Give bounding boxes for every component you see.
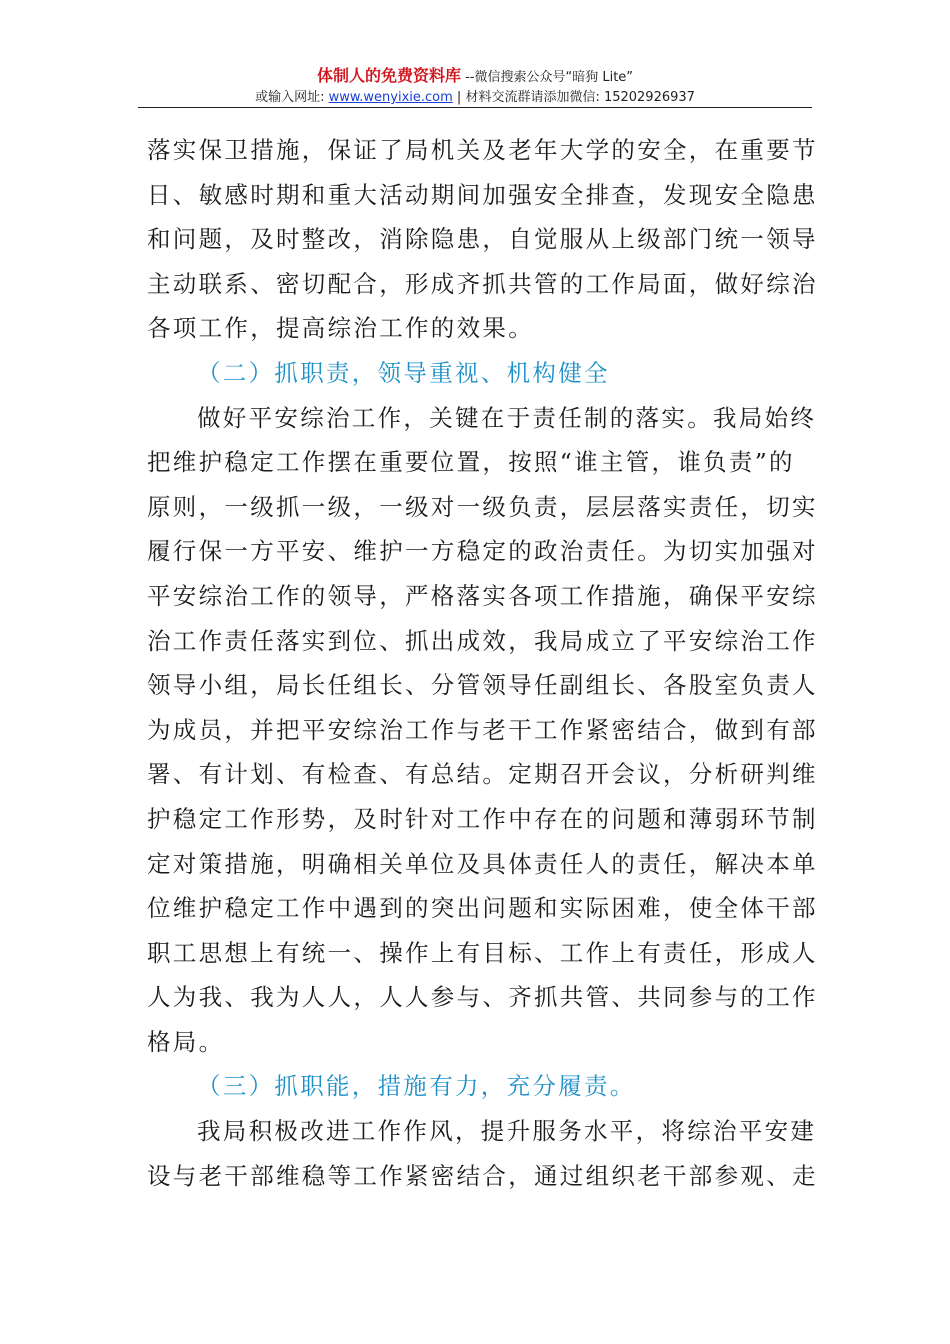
paragraph-first-line: 我局积极改进工作作风，提升服务水平，将综治平安建: [197, 1117, 817, 1146]
website-link[interactable]: www.wenyixie.com: [328, 90, 453, 105]
paragraph-line: 治工作责任落实到位、抓出成效，我局成立了平安综治工作: [147, 626, 818, 655]
paragraph-line: 把维护稳定工作摆在重要位置，按照“谁主管，谁负责”的: [147, 448, 795, 477]
paragraph-line: 设与老干部维稳等工作紧密结合，通过组织老干部参观、走: [147, 1161, 818, 1190]
paragraph-line: 人为我、我为人人，人人参与、齐抓共管、共同参与的工作: [147, 983, 818, 1012]
paragraph-line: 原则，一级抓一级，一级对一级负责，层层落实责任，切实: [147, 492, 818, 521]
paragraph-line: 日、敏感时期和重大活动期间加强安全排查，发现安全隐患: [147, 180, 818, 209]
wechat-contact: | 材料交流群请添加微信: 15202926937: [452, 90, 695, 105]
paragraph-line: 和问题，及时整改，消除隐患，自觉服从上级部门统一领导: [147, 225, 818, 254]
paragraph-line: 平安综治工作的领导，严格落实各项工作措施，确保平安综: [147, 581, 818, 610]
paragraph-line: 主动联系、密切配合，形成齐抓共管的工作局面，做好综治: [147, 269, 818, 298]
paragraph-line: 署、有计划、有检查、有总结。定期召开会议，分析研判维: [147, 760, 818, 789]
paragraph-first-line: 做好平安综治工作，关键在于责任制的落实。我局始终: [197, 403, 817, 432]
paragraph-line: 落实保卫措施，保证了局机关及老年大学的安全，在重要节: [147, 136, 818, 164]
paragraph-line: 位维护稳定工作中遇到的突出问题和实际困难，使全体干部: [147, 894, 818, 923]
document-body: [147, 128, 818, 1198]
header-title-line: [138, 66, 812, 88]
paragraph-line: 职工思想上有统一、操作上有目标、工作上有责任，形成人: [147, 938, 818, 967]
paragraph-line: 护稳定工作形势，及时针对工作中存在的问题和薄弱环节制: [147, 804, 818, 833]
section-heading-2: （二）抓职责，领导重视、机构健全: [197, 358, 610, 387]
header-tagline: --微信搜索公众号“暗狗 Lite”: [460, 70, 634, 85]
header-contact-line: [138, 89, 812, 107]
paragraph-line: 为成员，并把平安综治工作与老干工作紧密结合，做到有部: [147, 715, 818, 744]
paragraph-line: 各项工作，提高综治工作的效果。: [147, 314, 534, 343]
page-header: [138, 66, 812, 107]
url-prefix: 或输入网址:: [255, 90, 329, 105]
section-heading-3: （三）抓职能，措施有力，充分履责。: [197, 1072, 636, 1101]
paragraph-line: 定对策措施，明确相关单位及具体责任人的责任，解决本单: [147, 849, 818, 878]
brand-title: 体制人的免费资料库: [316, 66, 461, 85]
paragraph-line: 格局。: [147, 1027, 225, 1056]
paragraph-line: 领导小组，局长任组长、分管领导任副组长、各股室负责人: [147, 671, 818, 700]
paragraph-line: 履行保一方平安、维护一方稳定的政治责任。为切实加强对: [147, 537, 818, 566]
header-divider: [138, 107, 812, 108]
